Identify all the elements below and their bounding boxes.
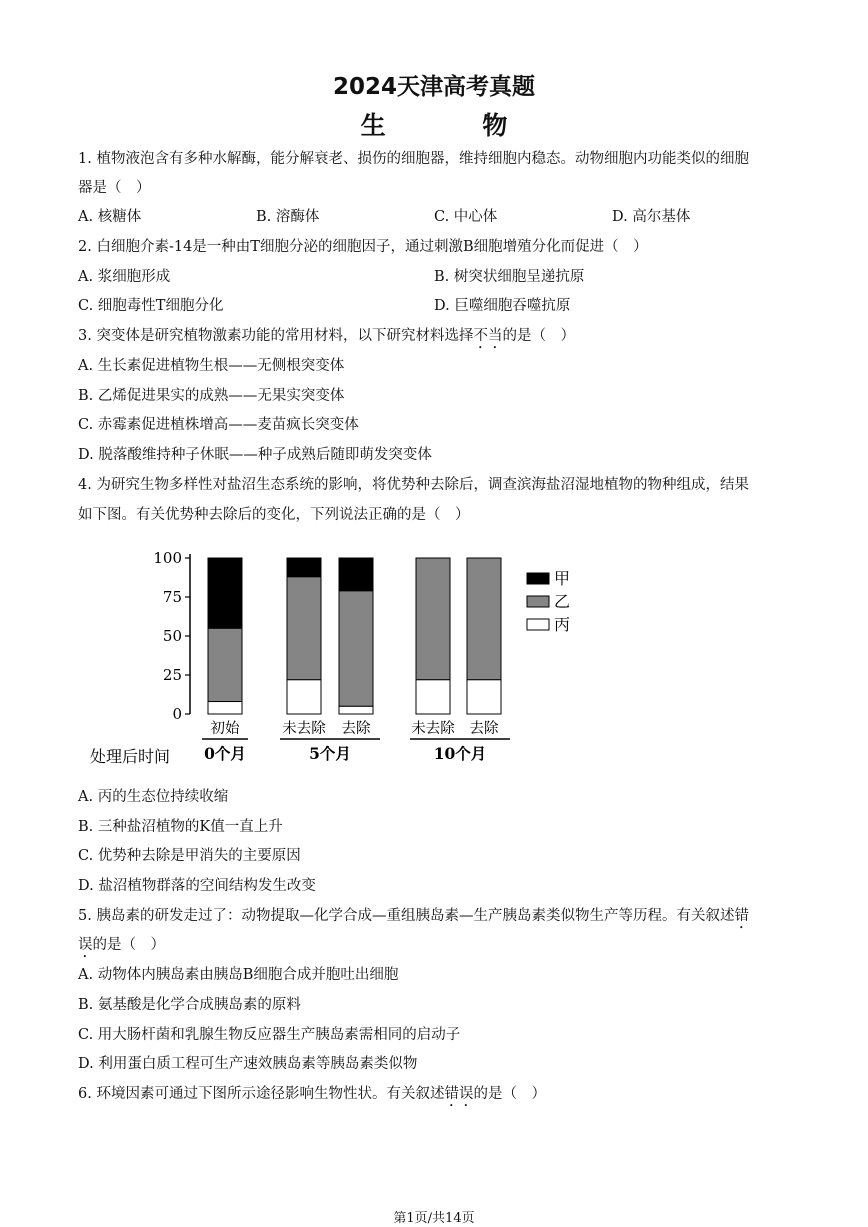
q4-option-d: D. 盐沼植物群落的空间结构发生改变 — [78, 878, 316, 894]
x-category-label: 未去除 — [282, 721, 326, 737]
x-category-label: 去除 — [341, 721, 371, 737]
q3-stem-emphasis: 不当 — [473, 328, 503, 344]
q5-stem-line1 — [78, 906, 749, 932]
q1-option-b: B. 溶酶体 — [256, 209, 320, 225]
legend-label: 甲 — [554, 569, 571, 588]
q3-option-a: A. 生长素促进植物生根——无侧根突变体 — [78, 358, 345, 374]
page-footer: 第1页/共14页 — [393, 1211, 475, 1226]
bar-segment — [287, 558, 321, 577]
q3-stem — [78, 326, 575, 352]
q6-stem-pre: 6. 环境因素可通过下图所示途径影响生物性状。有关叙述 — [78, 1086, 445, 1102]
legend-label: 丙 — [554, 615, 571, 634]
q2-option-c: C. 细胞毒性T细胞分化 — [78, 298, 224, 314]
q2-option-d: D. 巨噬细胞吞噬抗原 — [434, 298, 571, 314]
q5-stem-post: 的是（ ） — [92, 937, 165, 953]
legend-label: 乙 — [554, 592, 571, 611]
q4-option-c: C. 优势种去除是甲消失的主要原因 — [78, 848, 301, 864]
q5-stem-line2 — [78, 935, 165, 961]
bar-segment — [416, 558, 450, 680]
q4-stem-line2: 如下图。有关优势种去除后的变化，下列说法正确的是（ ） — [78, 507, 470, 523]
y-tick-label: 25 — [162, 666, 182, 684]
q3-option-b: B. 乙烯促进果实的成熟——无果实突变体 — [78, 388, 345, 404]
q6-stem-emphasis: 错误 — [444, 1086, 474, 1102]
q3-stem-pre: 3. 突变体是研究植物激素功能的常用材料，以下研究材料选择 — [78, 328, 474, 344]
group-label: 10个月 — [433, 744, 487, 763]
x-axis-title: 处理后时间 — [90, 747, 171, 766]
x-category-label: 初始 — [210, 721, 240, 737]
q3-option-d: D. 脱落酸维持种子休眠——种子成熟后随即萌发突变体 — [78, 447, 432, 463]
legend-swatch — [527, 573, 549, 584]
q5-option-b: B. 氨基酸是化学合成胰岛素的原料 — [78, 997, 301, 1013]
q6-stem-post: 的是（ ） — [473, 1086, 546, 1102]
bar-segment — [339, 558, 373, 591]
q5-option-c: C. 用大肠杆菌和乳腺生物反应器生产胰岛素需相同的启动子 — [78, 1027, 461, 1043]
q6-stem — [78, 1084, 546, 1110]
q1-option-a: A. 核糖体 — [78, 209, 142, 225]
y-tick-label: 50 — [162, 627, 182, 645]
bar-segment — [208, 628, 242, 701]
x-category-label: 未去除 — [411, 721, 455, 737]
q5-stem-pre: 5. 胰岛素的研发走过了：动物提取—化学合成—重组胰岛素—生产胰岛素类似物生产等历程。有关叙述 — [78, 908, 735, 924]
q5-option-d: D. 利用蛋白质工程可生产速效胰岛素等胰岛素类似物 — [78, 1056, 418, 1072]
q3-stem-post: 的是（ ） — [502, 328, 575, 344]
group-label: 0个月 — [204, 744, 246, 763]
q4-option-b: B. 三种盐沼植物的K值一直上升 — [78, 819, 283, 835]
legend-swatch — [527, 596, 549, 607]
bar-segment — [287, 680, 321, 714]
q2-option-b: B. 树突状细胞呈递抗原 — [434, 269, 585, 285]
q4-stem-line1: 4. 为研究生物多样性对盐沼生态系统的影响，将优势种去除后，调查滨海盐沼湿地植物的物种组成，结果 — [78, 477, 749, 493]
bar-segment — [208, 558, 242, 628]
page-title: 2024天津高考真题 — [332, 74, 535, 100]
y-tick-label: 75 — [162, 588, 182, 606]
bar-segment — [467, 558, 501, 680]
y-tick-label: 0 — [172, 705, 182, 723]
q2-stem: 2. 白细胞介素-14是一种由T细胞分泌的细胞因子，通过刺激B细胞增殖分化而促进（ ） — [78, 239, 648, 255]
q4-option-a: A. 丙的生态位持续收缩 — [78, 789, 229, 805]
species-composition-chart — [80, 540, 600, 780]
bar-segment — [339, 591, 373, 706]
y-tick-label: 100 — [153, 549, 182, 567]
bar-segment — [287, 577, 321, 680]
legend-swatch — [527, 619, 549, 630]
q1-stem-line1: 1. 植物液泡含有多种水解酶，能分解衰老、损伤的细胞器，维持细胞内稳态。动物细胞内功能类似的细胞 — [78, 151, 749, 167]
q5-stem-emphasis-1: 错 — [734, 908, 749, 924]
group-label: 5个月 — [309, 744, 351, 763]
q1-option-c: C. 中心体 — [434, 209, 498, 225]
q1-option-d: D. 高尔基体 — [612, 209, 691, 225]
x-category-label: 去除 — [469, 721, 499, 737]
bar-segment — [339, 706, 373, 714]
q1-stem-line2: 器是（ ） — [78, 180, 151, 196]
q5-stem-emphasis-2: 误 — [78, 937, 93, 953]
bar-segment — [208, 702, 242, 714]
subject-title: 生 物 — [360, 111, 552, 140]
q5-option-a: A. 动物体内胰岛素由胰岛B细胞合成并胞吐出细胞 — [78, 967, 399, 983]
bar-segment — [467, 680, 501, 714]
bar-segment — [416, 680, 450, 714]
q2-option-a: A. 浆细胞形成 — [78, 269, 171, 285]
q3-option-c: C. 赤霉素促进植株增高——麦苗疯长突变体 — [78, 417, 359, 433]
